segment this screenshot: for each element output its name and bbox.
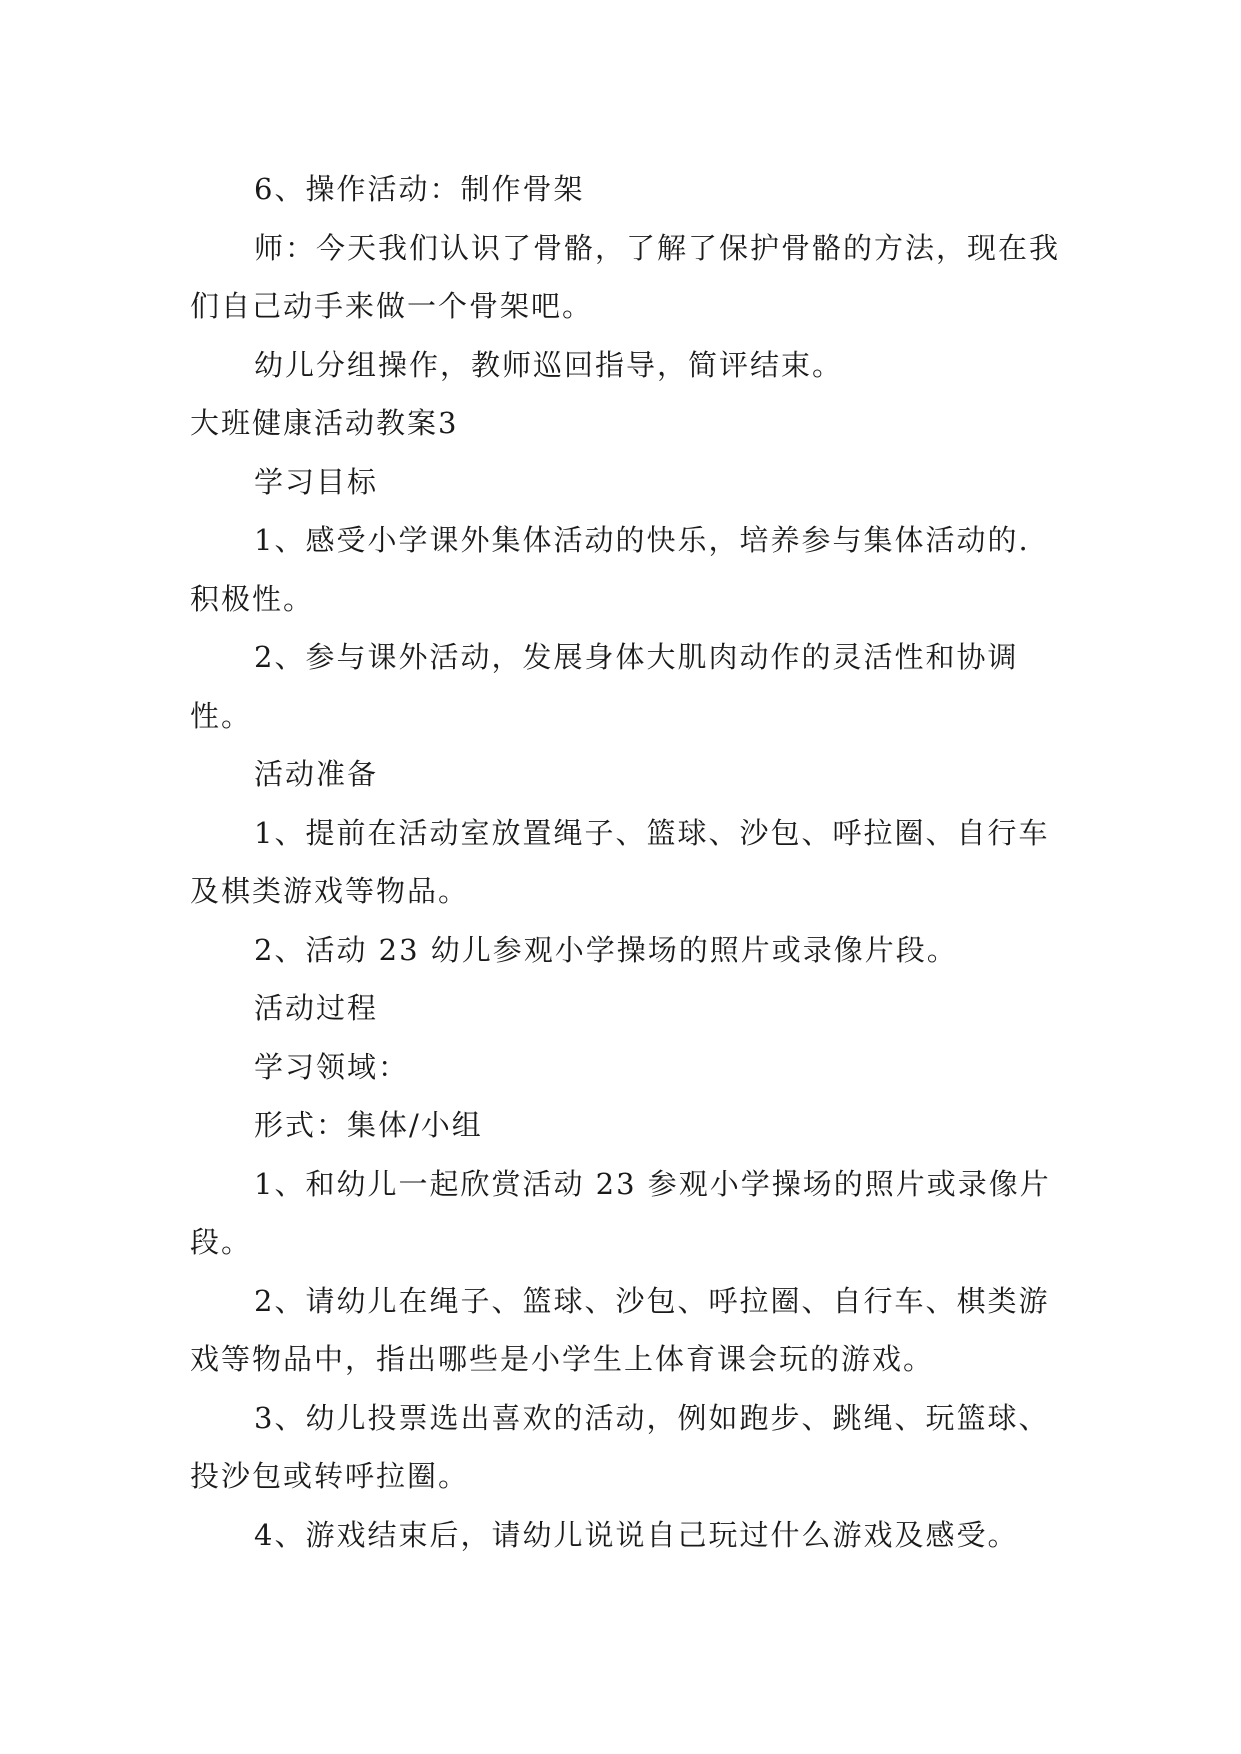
paragraph-group-operation: 幼儿分组操作，教师巡回指导，简评结束。	[254, 347, 844, 382]
paragraph-teacher-speech: 师：今天我们认识了骨骼，了解了保护骨骼的方法，现在我们自己动手来做一个骨架吧。	[190, 230, 1061, 323]
paragraph-step-6: 6、操作活动：制作骨架	[254, 172, 585, 206]
subheading-preparation: 活动准备	[254, 757, 379, 791]
paragraph-goal-1: 1、感受小学课外集体活动的快乐，培养参与集体活动的.积极性。	[190, 523, 1030, 616]
paragraph-process-1: 1、和幼儿一起欣赏活动 23 参观小学操场的照片或录像片段。	[190, 1166, 1051, 1259]
paragraph-process-4: 4、游戏结束后，请幼儿说说自己玩过什么游戏及感受。	[254, 1517, 1019, 1552]
paragraph-prep-2: 2、活动 23 幼儿参观小学操场的照片或录像片段。	[254, 932, 958, 967]
document-body	[190, 160, 1060, 1564]
paragraph-process-2: 2、请幼儿在绳子、篮球、沙包、呼拉圈、自行车、棋类游戏等物品中，指出哪些是小学生上体育课会玩的游戏。	[190, 1283, 1050, 1376]
paragraph-process-3: 3、幼儿投票选出喜欢的活动，例如跑步、跳绳、玩篮球、投沙包或转呼拉圈。	[190, 1400, 1050, 1493]
subheading-process: 活动过程	[254, 991, 379, 1025]
paragraph-prep-1: 1、提前在活动室放置绳子、篮球、沙包、呼拉圈、自行车及棋类游戏等物品。	[190, 815, 1050, 908]
paragraph-learning-domain: 学习领域：	[254, 1049, 410, 1084]
paragraph-format: 形式：集体/小组	[254, 1108, 483, 1142]
section-heading: 大班健康活动教案3	[190, 406, 459, 440]
subheading-learning-goals: 学习目标	[254, 464, 379, 499]
paragraph-goal-2: 2、参与课外活动，发展身体大肌肉动作的灵活性和协调性。	[190, 640, 1019, 733]
